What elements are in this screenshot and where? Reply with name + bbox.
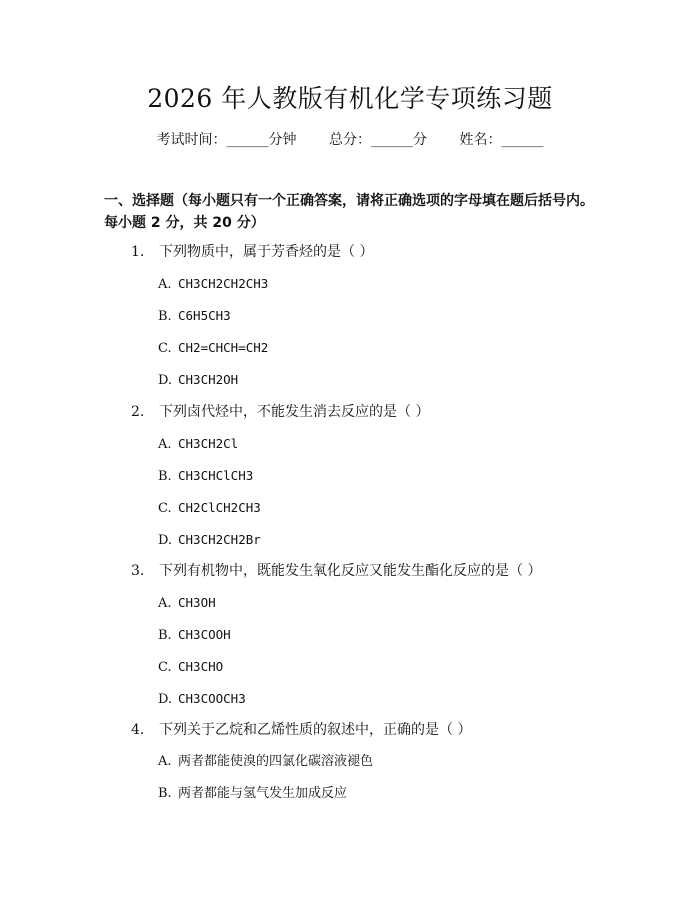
question-number: 4. <box>131 722 145 738</box>
question-1 <box>131 242 373 262</box>
question-text: 下列物质中，属于芳香烃的是（ ） <box>159 244 374 260</box>
option-text: CH3CH2Cl <box>178 436 239 451</box>
question-3-option-d <box>158 689 246 710</box>
option-letter: A. <box>158 596 172 611</box>
question-3-option-a <box>158 593 216 614</box>
option-text: CH3COOCH3 <box>178 691 246 706</box>
question-1-option-b <box>158 306 231 327</box>
question-3-option-b <box>158 625 231 646</box>
section-heading <box>104 190 624 234</box>
question-4 <box>131 720 471 740</box>
option-letter: A. <box>158 277 172 292</box>
option-text: CH3CHO <box>178 659 224 674</box>
page-title: 2026 年人教版有机化学专项练习题 <box>147 84 553 113</box>
option-text: CH3CHClCH3 <box>178 468 254 483</box>
exam-time-field: 考试时间：______分钟 <box>156 132 297 148</box>
option-letter: B. <box>158 469 172 484</box>
question-2-option-a <box>158 434 238 455</box>
question-1-option-c <box>158 338 268 359</box>
question-number: 3. <box>131 563 145 579</box>
option-letter: D. <box>158 692 173 707</box>
option-letter: B. <box>158 628 172 643</box>
option-text: CH3CH2CH2CH3 <box>178 276 269 291</box>
question-3 <box>131 561 541 581</box>
option-letter: A. <box>158 437 172 452</box>
option-text: C6H5CH3 <box>178 308 231 323</box>
option-text: CH3CH2CH2Br <box>178 532 261 547</box>
question-1-option-a <box>158 274 268 295</box>
option-letter: B. <box>158 786 172 801</box>
question-number: 2. <box>131 404 145 420</box>
question-2-option-d <box>158 530 261 551</box>
question-text: 下列卤代烃中，不能发生消去反应的是（ ） <box>159 404 430 420</box>
option-letter: A. <box>158 754 172 769</box>
option-letter: B. <box>158 309 172 324</box>
question-1-option-d <box>158 370 238 391</box>
question-2 <box>131 402 429 422</box>
total-score-field: 总分：______分 <box>329 132 427 148</box>
question-4-option-b <box>158 784 347 804</box>
section-heading-line-2: 每小题 2 分，共 20 分） <box>104 215 265 231</box>
option-text: CH2=CHCH=CH2 <box>178 340 269 355</box>
option-letter: D. <box>158 373 173 388</box>
question-text: 下列关于乙烷和乙烯性质的叙述中，正确的是（ ） <box>159 722 472 738</box>
option-text: CH2ClCH2CH3 <box>178 500 261 515</box>
question-text: 下列有机物中，既能发生氧化反应又能发生酯化反应的是（ ） <box>159 563 542 579</box>
option-text: 两者都能与氢气发生加成反应 <box>178 786 348 801</box>
option-text: CH3OH <box>178 595 216 610</box>
option-letter: C. <box>158 341 172 356</box>
option-text: CH3CH2OH <box>178 372 239 387</box>
exam-info-line <box>0 130 700 150</box>
question-4-option-a <box>158 752 373 772</box>
question-2-option-c <box>158 498 261 519</box>
option-letter: C. <box>158 660 172 675</box>
student-name-field: 姓名：______ <box>459 132 544 148</box>
option-letter: D. <box>158 533 173 548</box>
option-text: 两者都能使溴的四氯化碳溶液褪色 <box>178 754 374 769</box>
question-2-option-b <box>158 466 253 487</box>
question-number: 1. <box>131 244 145 260</box>
section-heading-line-1: 一、选择题（每小题只有一个正确答案，请将正确选项的字母填在题后括号内。 <box>104 193 594 209</box>
option-text: CH3COOH <box>178 627 231 642</box>
option-letter: C. <box>158 501 172 516</box>
question-3-option-c <box>158 657 223 678</box>
